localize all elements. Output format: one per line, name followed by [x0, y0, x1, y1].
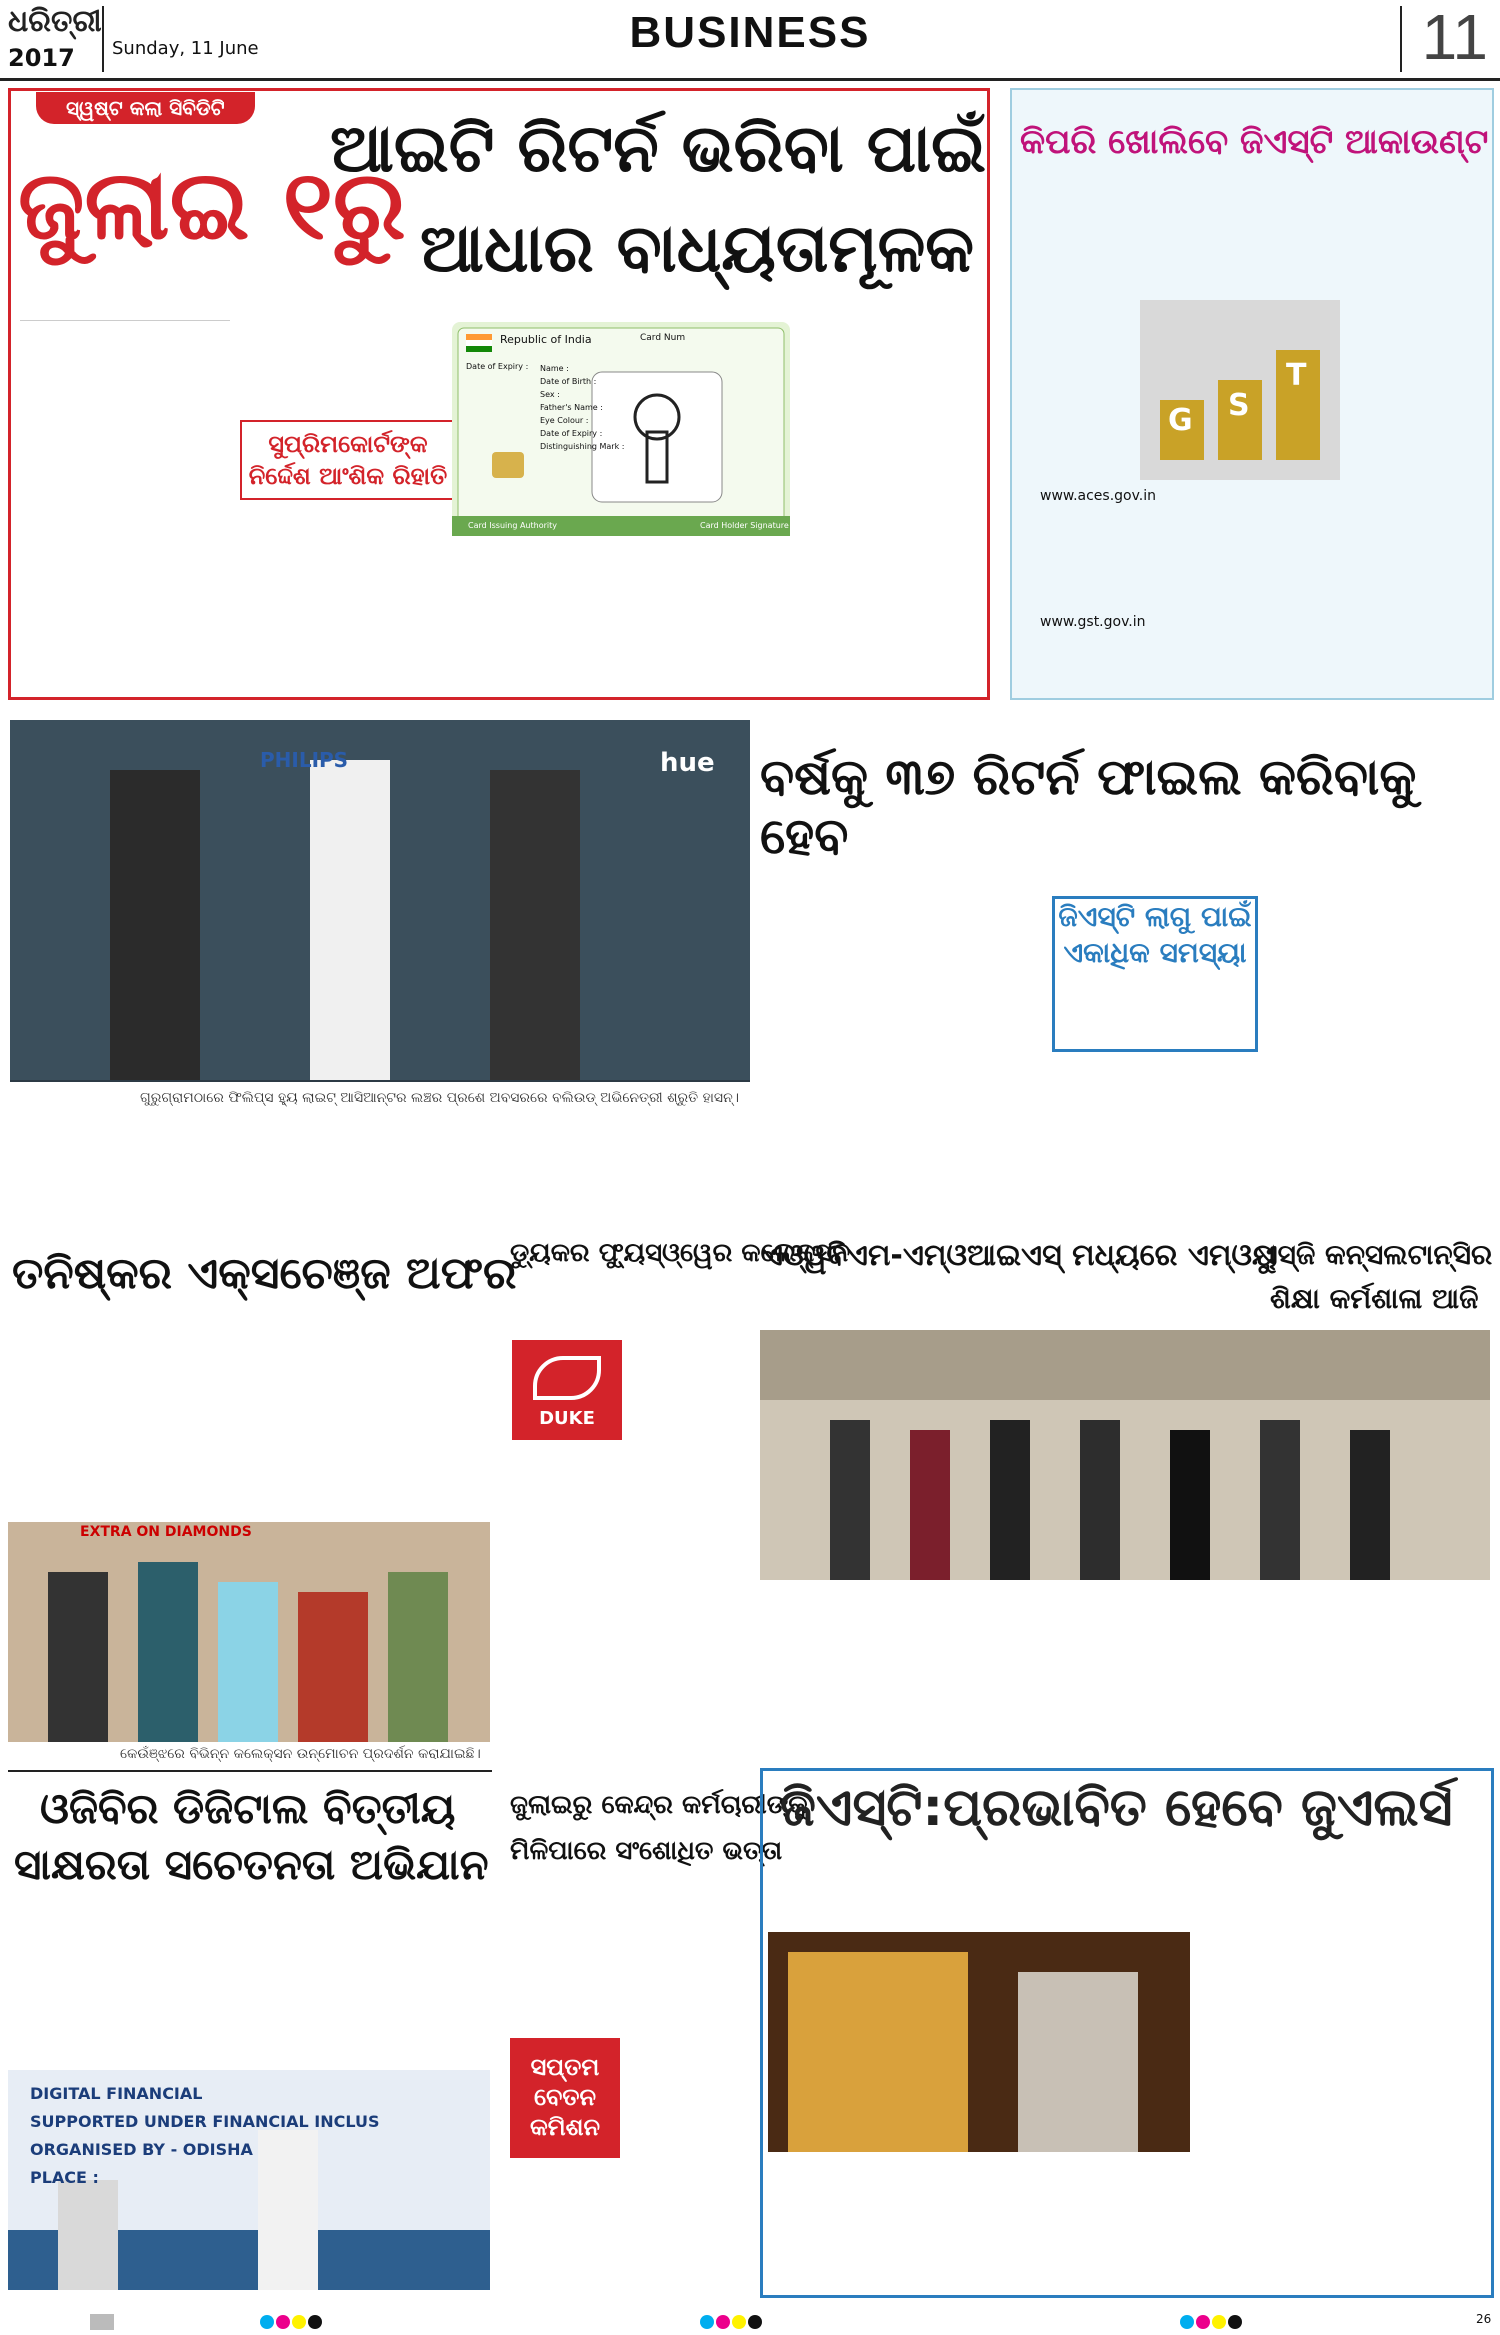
card-field: Name : [540, 364, 569, 373]
gst-url-aces[interactable]: www.aces.gov.in [1040, 488, 1157, 504]
aadhaar-pull-quote: ସୁପ୍ରିମକୋର୍ଟଙ୍କ ନିର୍ଦ୍ଦେଶ ଆଂଶିକ ରିହାତି [240, 420, 456, 500]
page-marker: 26 [1476, 2312, 1492, 2326]
pay-commission-label: ସପ୍ତମ ବେତନ କମିଶନ [529, 2053, 601, 2141]
section-rule [8, 1770, 492, 1772]
jewellers-headline: ଜିଏସ୍‌ଟି:ପ୍ରଭାବିତ ହେବେ ଜୁଏଲର୍ସ [780, 1778, 1453, 1838]
svg-text:G: G [1168, 403, 1193, 438]
sg-headline-line2: ଶିକ୍ଷା କର୍ମଶାଳା ଆଜି [1270, 1282, 1479, 1315]
jewellery-photo [768, 1932, 1190, 2152]
duke-headline: ଡ୍ୟୁକର ଫ୍ୟୁସ୍‌ଓ୍ୱେର କଲେକ୍ସନ [510, 1238, 851, 1268]
paper-year: 2017 [8, 44, 75, 72]
card-country: Republic of India [500, 333, 592, 346]
philips-photo-caption: ଗୁରୁଗ୍ରାମଠାରେ ଫିଲିପ୍ସ ହ୍ୟୁ ଲାଇଟ୍ ଆସିଆନ୍ଟର ଲଞ୍ଚର ପ୍ରଶେ ଅବସରରେ ବଲିଉଡ୍ ଅଭିନେତ୍ରୀ ଶ୍ରୁତି ହାସନ୍। [140, 1090, 740, 1106]
card-field: Sex : [540, 390, 560, 399]
duke-logo [512, 1340, 622, 1440]
print-registration-bar [0, 2310, 1500, 2335]
pay-commission-box [510, 2038, 620, 2158]
masthead-divider-right [1400, 6, 1402, 72]
gst-url-portal[interactable]: www.gst.gov.in [1040, 614, 1146, 630]
brand-philips: PHILIPS [260, 748, 349, 772]
da-headline-line1: ଜୁଲାଇରୁ କେନ୍ଦ୍ର କର୍ମଚାରୀଙ୍କୁ [510, 1790, 808, 1820]
card-field: Father's Name : [540, 403, 603, 412]
sbm-mou-photo [760, 1330, 1490, 1580]
aadhaar-column-1 [20, 320, 230, 690]
svg-text:T: T [1286, 358, 1307, 393]
philips-hue-launch-photo [10, 720, 750, 1120]
ojb-headline-line2: ସାକ୍ଷରତା ସଚେତନତା ଅଭିଯାନ [14, 1840, 489, 1889]
aadhaar-headline-line1: ଆଇଟି ରିଟର୍ନ ଭରିବା ପାଇଁ [330, 110, 987, 187]
ojb-banner-line: DIGITAL FINANCIAL [30, 2084, 203, 2103]
card-issuer-label: Card Issuing Authority [468, 521, 557, 530]
paper-logo: ଧରିତ୍ରୀ [8, 4, 102, 39]
issue-date: Sunday, 11 June [112, 38, 259, 59]
card-number-label: Card Num [640, 333, 686, 343]
card-field: Date of Birth : [540, 377, 597, 386]
aadhaar-headline-line2: ଆଧାର ବାଧ୍ୟତାମୂଳକ [420, 210, 975, 287]
section-title: BUSINESS [629, 8, 871, 57]
card-field-list [540, 362, 624, 453]
registration-dots-center [700, 2314, 764, 2333]
tanishq-headline: ତନିଷ୍କର ଏକ୍ସଚେଞ୍ଜ ଅଫର [12, 1248, 517, 1299]
tanishq-banner: EXTRA ON DIAMONDS [80, 1524, 252, 1540]
card-expiry-label: Date of Expiry : [466, 362, 529, 371]
registration-dots [260, 2314, 324, 2333]
ojb-banner-line: ORGANISED BY - ODISHA [30, 2140, 253, 2159]
card-field: Eye Colour : [540, 416, 589, 425]
gst-problems-box: ଜିଏସ୍‌ଟି ଲାଗୁ ପାଇଁ ଏକାଧିକ ସମସ୍ୟା [1052, 896, 1258, 1052]
aadhaar-date-headline: ଜୁଲାଇ ୧ରୁ [18, 148, 406, 261]
gst-account-headline: କିପରି ଖୋଲିବେ ଜିଏସ୍‌ଟି ଆକାଉଣ୍ଟ [1020, 122, 1489, 162]
registration-dots-right [1180, 2314, 1244, 2333]
page-number: 11 [1421, 1, 1488, 73]
brand-hue: hue [660, 748, 715, 778]
returns-37-headline: ବର୍ଷକୁ ୩୭ ରିଟର୍ନ ଫାଇଲ କରିବାକୁ ହେବ [760, 748, 1417, 865]
card-holder-label: Card Holder Signature [700, 521, 789, 530]
sg-headline-line1: ଏସ୍‌ଜି କନ୍‌ସଲଟାନ୍ସିର [1258, 1238, 1493, 1271]
duke-logo-text: DUKE [539, 1408, 595, 1429]
sbm-headline: ଏଓ୍ୱବିଏମ-ଏମ୍‌ଓଆଇଏସ୍ ମଧ୍ୟରେ ଏମ୍‌ଓୟୁ [762, 1238, 1277, 1273]
aadhaar-kicker: ସ୍ୱଷ୍ଟ କଲା ସିବିଡିଟି [36, 92, 255, 124]
card-field: Distinguishing Mark : [540, 442, 625, 451]
tanishq-photo [8, 1522, 490, 1742]
gst-coins-illustration [1140, 300, 1340, 480]
ojb-banner-text [30, 2080, 379, 2192]
ojb-banner-line: PLACE : [30, 2168, 99, 2187]
ojb-banner-line: SUPPORTED UNDER FINANCIAL INCLUS [30, 2112, 380, 2131]
card-field: Date of Expiry : [540, 429, 603, 438]
tanishq-photo-caption: କେଉଁଞ୍ଝରେ ବିଭିନ୍ନ କଲେକ୍ସନ ଉନ୍ମୋଚନ ପ୍ରଦର୍ଶନ କରାଯାଇଛି। [120, 1746, 481, 1762]
svg-text:S: S [1228, 388, 1250, 423]
ojb-headline-line1: ଓଜିବିର ଡିଜିଟାଲ ବିତ୍ତୀୟ [40, 1784, 456, 1833]
da-headline-line2: ମିଳିପାରେ ସଂଶୋଧିତ ଭତ୍ତା [510, 1836, 783, 1866]
